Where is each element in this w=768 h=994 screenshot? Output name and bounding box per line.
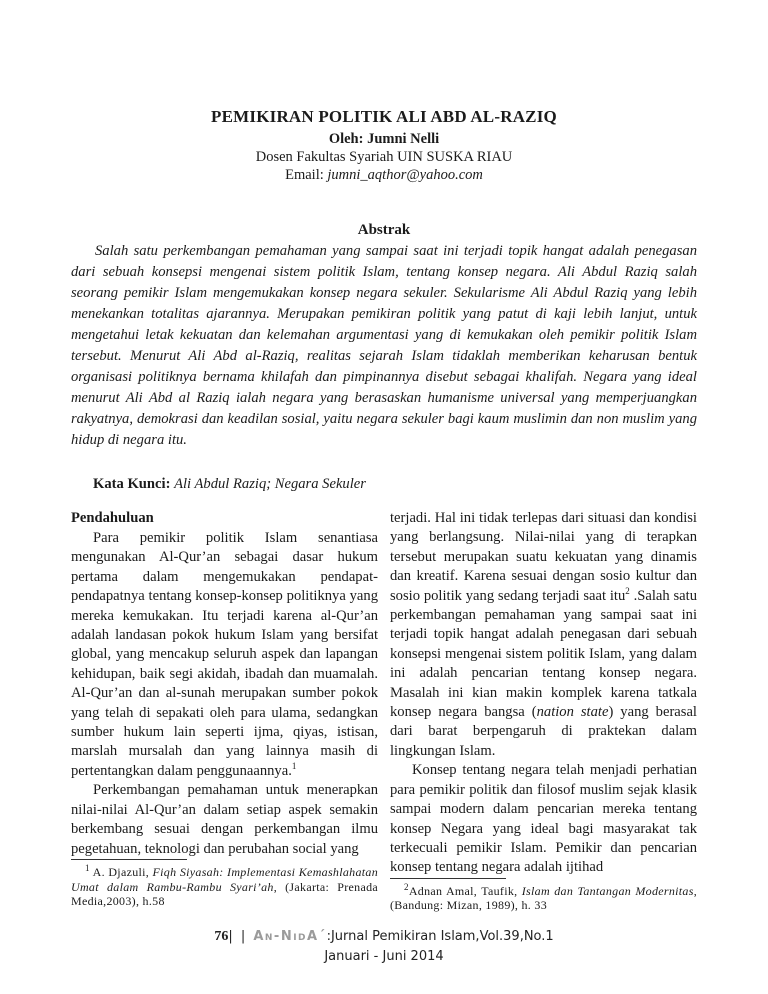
keywords-label: Kata Kunci: (93, 476, 175, 492)
footnote-ref-1: 1 (291, 761, 297, 772)
journal-logo: An-NidA´ (253, 929, 327, 944)
keywords-line (71, 475, 697, 493)
footnote-2 (390, 881, 698, 913)
email-label: Email: (285, 167, 328, 183)
keywords-value: Ali Abdul Raziq; Negara Sekuler (174, 476, 366, 492)
paragraph-text: Para pemikir politik Islam senantiasa mengunakan Al-Qur’an sebagai dasar hukum pertama dalam mengemukakan pendapat-pendapatnya tentang konsep-konsep politiknya yang mereka kemukakan. Itu terjadi karena al-Qur’an adalah landasan pokok hukum Islam yang bersifat global, yang mencakup seluruh aspek dan lapangan kehidupan, baik segi akidah, ibadah dan muamalah. Al-Qur’an dan al-sunah merupakan sumber pokok yang telah di sepakati oleh para ulama, sedangkan sumber hukum lain seperti ijma, qiyas, istisan, marslah mursalah dan yang lainnya masih di pertentangkan dalam penggunaannya. (71, 530, 378, 779)
footnote-number: 1 (85, 863, 90, 874)
paragraph-text: terjadi. Hal ini tidak terlepas dari situasi dan kondisi yang berlangsung. Nilai-nilai yang di terapkan tersebut merupakan suatu kekuatan yang dinamis dan kreatif. Karena sesuai dengan sosio kultur dan sosio politik yang sedang terjadi saat itu (390, 510, 697, 604)
left-column (71, 509, 378, 909)
article-title: PEMIKIRAN POLITIK ALI ABD AL-RAZIQ (211, 107, 557, 126)
footer-line-2: Januari - Juni 2014 (324, 949, 444, 964)
footnote-source-title: Fiqh Siyasah: Implementasi Kemashlahatan Umat dalam Rambu-Rambu Syari’ah (71, 865, 378, 894)
author-affiliation: Dosen Fakultas Syariah UIN SUSKA RIAU (255, 149, 513, 165)
body-paragraph: Perkembangan pemahaman untuk menerapkan nilai-nilai Al-Qur’an dalam setiap aspek semakin berkembang sesuai dengan perkembangan ilmu pegetahuan, teknologi dan perubahan social yang (71, 782, 378, 857)
footnote-text: Adnan Amal, Taufik, (408, 883, 522, 898)
paragraph-text: ) yang berasal dari barat berpengaruh di praktekan dalam lingkungan Islam. (390, 704, 697, 759)
body-columns (71, 509, 698, 913)
right-column (390, 509, 698, 913)
journal-info: :Jurnal Pemikiran Islam,Vol.39,No.1 (326, 929, 554, 944)
footnote-source-title: Islam dan Tantangan Modernitas (521, 883, 694, 898)
footnote-divider (390, 878, 506, 879)
author-email-line (71, 166, 697, 184)
footnote-block-left (71, 859, 378, 909)
footnote-divider (71, 859, 187, 860)
footnote-text: A. Djazuli, (89, 865, 153, 880)
footer-line-1 (71, 927, 697, 947)
section-heading-pendahuluan: Pendahuluan (71, 510, 154, 526)
footnote-1 (71, 865, 378, 909)
footnote-ref-2: 2 (625, 585, 630, 596)
page-number: 76 (214, 929, 229, 944)
footnote-text: , (Bandung: Mizan, 1989), h. 33 (390, 883, 698, 913)
body-paragraph (71, 529, 378, 781)
paragraph-text: .Salah satu perkembangan pemahaman yang sampai saat ini terjadi topik hangat adalah penegasan dari sebuah konsepsi mengenai sistem politik Islam, yang dalam ini adalah pencarian tentang konsep negara. Masalah ini kian makin komplek karena tatkala konsep negara bangsa ( (390, 587, 697, 721)
paragraph-italic-term: nation state (536, 704, 609, 721)
abstract-heading: Abstrak (357, 222, 411, 238)
footnote-block-right (390, 878, 697, 913)
footnote-number: 2 (404, 881, 409, 892)
footer-pipes: | | (228, 929, 254, 944)
author-byline: Oleh: Jumni Nelli (328, 131, 440, 147)
email-address: jumni_aqthor@yahoo.com (327, 167, 483, 183)
footnote-text: , (Jakarta: Prenada Media,2003), h.58 (71, 879, 378, 909)
body-paragraph: Konsep tentang negara telah menjadi perhatian para pemikir politik dan filosof muslim sejak klasik sampai modern dalam pencarian mereka tentang konsep Negara yang ideal bagi masyarakat tak terkecuali pemikir Islam. Pemikir dan pencarian konsep tentang negara adalah ijtihad (390, 762, 697, 876)
body-paragraph (390, 509, 697, 761)
page-footer (71, 927, 697, 967)
abstract-text: Salah satu perkembangan pemahaman yang sampai saat ini terjadi topik hangat adalah penegasan dari sebuah konsepsi mengenai sistem politik Islam, tentang konsep negara. Ali Abdul Raziq salah seorang pemikir Islam mengemukakan konsep negara sekuler. Sekularisme Ali Abdul Raziq yang lebih menekankan totalitas ajarannya. Merupakan pemikiran politik yang patut di kaji lebih lanjut, untuk mengetahui letak kekuatan dan kelemahan argumentasi yang di kemukakan oleh pemikir politik Islam tersebut. Menurut Ali Abd al-Raziq, realitas sejarah Islam tidaklah memberikan keharusan bentuk organisasi politiknya bernama khilafah dan pimpinannya disebut sebagai khalifah. Negara yang ideal menurut Ali Abd al Raziq ialah negara yang berasaskan humanisme universal yang memperjuangkan rakyatnya, demokrasi dan keadilan sosial, yaitu negara sekuler bagi kaum muslimin dan non muslim yang hidup di negara itu. (71, 243, 697, 448)
